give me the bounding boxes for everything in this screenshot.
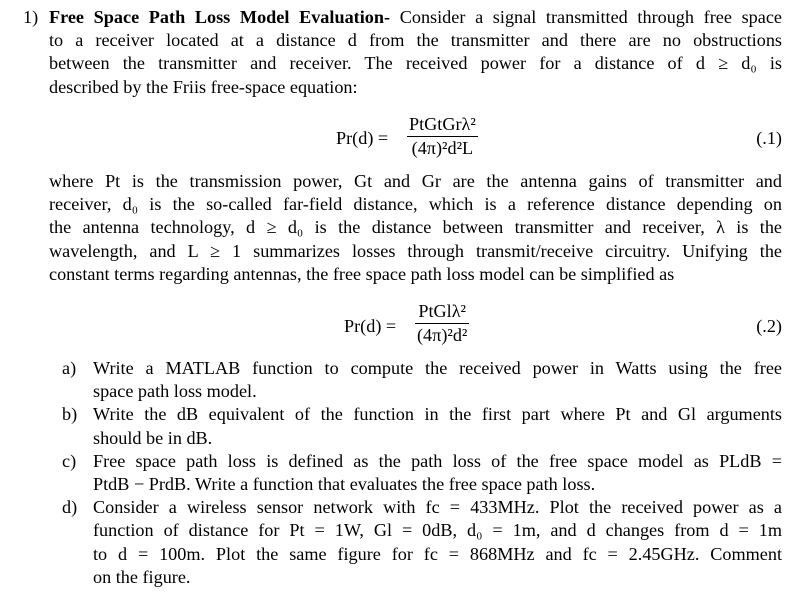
problem-number: 1) xyxy=(23,7,39,27)
subquestion-b xyxy=(62,403,782,449)
subquestion-d-line-4: on the figure. xyxy=(93,566,191,587)
eq1-fraction xyxy=(407,113,478,160)
intro-line-2: to a receiver located at a distance d from the transmitter and there are no obstructions xyxy=(49,30,782,51)
subquestion-d-line-3: to d = 100m. Plot the same figure for fc = 868MHz and fc = 2.45GHz. Comment xyxy=(93,543,782,564)
eq1-lhs: Pr(d) = xyxy=(336,128,389,148)
eq2-lhs: Pr(d) = xyxy=(344,316,397,336)
subquestion-d-label: d) xyxy=(62,497,78,518)
subquestion-c-line-2: PtdB − PrdB. Write a function that evaluates the free space path loss. xyxy=(93,474,596,495)
problem-title: Free Space Path Loss Model Evaluation- xyxy=(49,7,391,27)
intro-line-1: Consider a signal transmitted through free space xyxy=(399,7,782,27)
subquestion-list xyxy=(62,357,782,589)
middle-paragraph xyxy=(49,170,782,286)
subquestion-c-line-1: Free space path loss is defined as the path loss of the free space model as PLdB = xyxy=(93,450,782,471)
middle-line-3: the antenna technology, d ≥ d₀ is the distance between transmitter and receiver, λ is the xyxy=(49,217,782,238)
intro-paragraph xyxy=(49,6,782,99)
eq2-number: (.2) xyxy=(756,316,782,336)
subquestion-a-line-1: Write a MATLAB function to compute the received power in Watts using the free xyxy=(93,358,782,378)
eq1-numerator: PtGtGrλ² xyxy=(409,114,476,134)
subquestion-c xyxy=(62,450,782,496)
subquestion-b-line-2: should be in dB. xyxy=(93,427,213,448)
subquestion-b-label: b) xyxy=(62,404,78,425)
subquestion-a xyxy=(62,357,782,403)
intro-line-3: between the transmitter and receiver. The received power for a distance of d ≥ d₀ is xyxy=(49,53,782,74)
eq2-fraction xyxy=(415,300,469,347)
eq1-number: (.1) xyxy=(756,128,782,148)
middle-line-4: wavelength, and L ≥ 1 summarizes losses through transmit/receive circuitry. Unifying the xyxy=(49,240,782,261)
eq2-denominator: (4π)²d² xyxy=(417,325,468,346)
subquestion-d-line-1: Consider a wireless sensor network with fc = 433MHz. Plot the received power as a xyxy=(93,497,782,518)
eq2-numerator: PtGlλ² xyxy=(418,301,467,321)
middle-line-2: receiver, d₀ is the so-called far-field distance, which is a reference distance depending on xyxy=(49,194,782,215)
intro-line-4: described by the Friis free-space equation: xyxy=(49,76,358,97)
subquestion-d-line-2: function of distance for Pt = 1W, Gl = 0dB, d₀ = 1m, and d changes from d = 1m xyxy=(93,520,782,541)
subquestion-d xyxy=(62,496,782,589)
subquestion-a-label: a) xyxy=(62,358,77,378)
eq1-denominator: (4π)²d²L xyxy=(411,138,474,159)
subquestion-c-label: c) xyxy=(62,450,77,471)
subquestion-a-line-2: space path loss model. xyxy=(93,381,257,402)
subquestion-b-line-1: Write the dB equivalent of the function in the first part where Pt and Gl arguments xyxy=(93,404,782,425)
middle-line-1: where Pt is the transmission power, Gt and Gr are the antenna gains of transmitter and xyxy=(49,171,782,191)
middle-line-5: constant terms regarding antennas, the free space path loss model can be simplified as xyxy=(49,263,675,284)
